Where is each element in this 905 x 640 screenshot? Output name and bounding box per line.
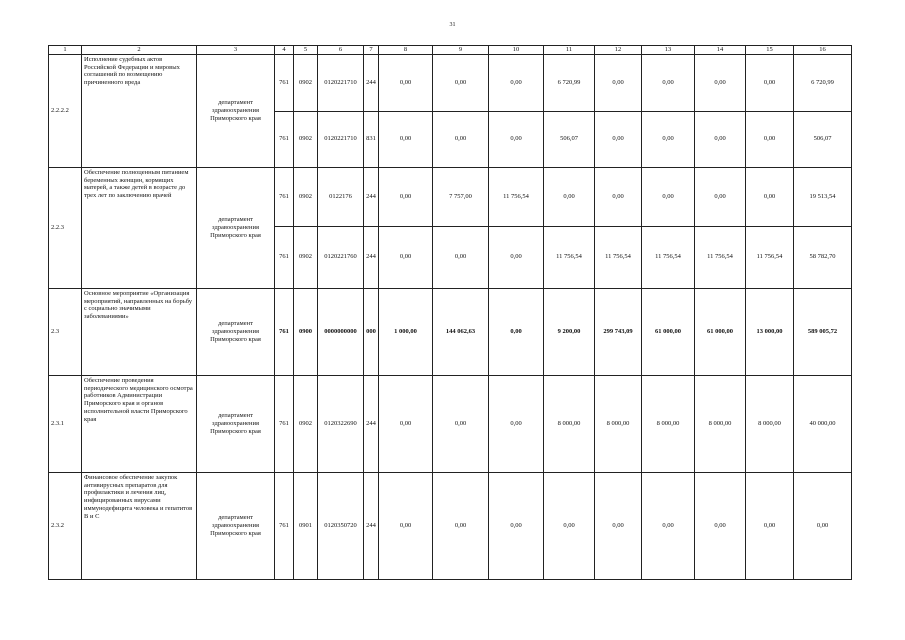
item-code: 2.3 <box>49 288 82 375</box>
amount-cell: 61 000,00 <box>695 288 746 375</box>
budget-code-cell: 831 <box>364 111 379 167</box>
item-code: 2.2.3 <box>49 167 82 288</box>
amount-cell: 0,00 <box>379 472 433 579</box>
amount-cell: 11 756,54 <box>746 226 794 288</box>
budget-code-cell: 0000000000 <box>318 288 364 375</box>
amount-cell: 58 782,70 <box>794 226 852 288</box>
amount-cell: 11 756,54 <box>595 226 642 288</box>
table-row <box>49 288 852 375</box>
amount-cell: 1 000,00 <box>379 288 433 375</box>
responsible-executor: департамент здравоохранения Приморского края <box>197 54 275 167</box>
amount-cell: 11 756,54 <box>695 226 746 288</box>
item-description: Обеспечение проведения периодического медицинского осмотра работников Администрации Приморского края и органов исполнительной власти Приморского края <box>82 375 197 472</box>
amount-cell: 0,00 <box>489 375 544 472</box>
amount-cell: 0,00 <box>595 54 642 111</box>
item-description: Обеспечение полноценным питанием беременных женщин, кормящих матерей, а также детей в возрасте до трех лет по заключению врачей <box>82 167 197 288</box>
column-header: 1 <box>49 46 82 55</box>
amount-cell: 8 000,00 <box>642 375 695 472</box>
amount-cell: 299 743,09 <box>595 288 642 375</box>
amount-cell: 0,00 <box>595 472 642 579</box>
amount-cell: 0,00 <box>642 472 695 579</box>
amount-cell: 0,00 <box>489 288 544 375</box>
table-row <box>49 167 852 226</box>
amount-cell: 0,00 <box>642 167 695 226</box>
budget-code-cell: 244 <box>364 472 379 579</box>
expenditure-table <box>48 45 852 580</box>
column-header: 13 <box>642 46 695 55</box>
amount-cell: 0,00 <box>746 167 794 226</box>
amount-cell: 0,00 <box>642 54 695 111</box>
budget-code-cell: 0120221710 <box>318 54 364 111</box>
column-header: 7 <box>364 46 379 55</box>
amount-cell: 0,00 <box>695 472 746 579</box>
amount-cell: 6 720,99 <box>544 54 595 111</box>
item-description: Финансовое обеспечение закупок антивирусных препаратов для профилактики и лечения лиц, инфицированных вирусами иммунодефицита человека и гепатитов В и С <box>82 472 197 579</box>
amount-cell: 11 756,54 <box>489 167 544 226</box>
amount-cell: 0,00 <box>379 375 433 472</box>
amount-cell: 0,00 <box>595 167 642 226</box>
amount-cell: 0,00 <box>695 111 746 167</box>
budget-code-cell: 0120221760 <box>318 226 364 288</box>
amount-cell: 0,00 <box>379 54 433 111</box>
amount-cell: 589 005,72 <box>794 288 852 375</box>
amount-cell: 8 000,00 <box>746 375 794 472</box>
budget-code-cell: 0120350720 <box>318 472 364 579</box>
amount-cell: 0,00 <box>746 54 794 111</box>
column-header: 5 <box>294 46 318 55</box>
amount-cell: 0,00 <box>794 472 852 579</box>
budget-code-cell: 761 <box>275 54 294 111</box>
amount-cell: 0,00 <box>379 111 433 167</box>
budget-code-cell: 761 <box>275 288 294 375</box>
amount-cell: 8 000,00 <box>595 375 642 472</box>
column-header: 8 <box>379 46 433 55</box>
amount-cell: 40 000,00 <box>794 375 852 472</box>
column-header: 16 <box>794 46 852 55</box>
amount-cell: 6 720,99 <box>794 54 852 111</box>
amount-cell: 0,00 <box>695 167 746 226</box>
column-header: 3 <box>197 46 275 55</box>
budget-code-cell: 0902 <box>294 226 318 288</box>
amount-cell: 0,00 <box>746 111 794 167</box>
table-row <box>49 375 852 472</box>
budget-code-cell: 0902 <box>294 111 318 167</box>
amount-cell: 0,00 <box>489 226 544 288</box>
column-header: 12 <box>595 46 642 55</box>
amount-cell: 0,00 <box>489 111 544 167</box>
budget-code-cell: 0122176 <box>318 167 364 226</box>
table-row <box>49 472 852 579</box>
budget-code-cell: 0902 <box>294 167 318 226</box>
amount-cell: 0,00 <box>433 111 489 167</box>
table-body <box>49 54 852 579</box>
budget-code-cell: 761 <box>275 472 294 579</box>
amount-cell: 11 756,54 <box>544 226 595 288</box>
amount-cell: 0,00 <box>544 167 595 226</box>
amount-cell: 0,00 <box>544 472 595 579</box>
item-description: Основное мероприятие «Организация мероприятий, направленных на борьбу с социально значимыми заболеваниями» <box>82 288 197 375</box>
amount-cell: 0,00 <box>642 111 695 167</box>
amount-cell: 0,00 <box>433 54 489 111</box>
column-header: 15 <box>746 46 794 55</box>
column-header: 14 <box>695 46 746 55</box>
budget-code-cell: 761 <box>275 226 294 288</box>
budget-code-cell: 244 <box>364 54 379 111</box>
responsible-executor: департамент здравоохранения Приморского края <box>197 167 275 288</box>
amount-cell: 0,00 <box>489 472 544 579</box>
item-code: 2.3.1 <box>49 375 82 472</box>
header-row <box>49 46 852 55</box>
column-header: 11 <box>544 46 595 55</box>
amount-cell: 0,00 <box>489 54 544 111</box>
budget-code-cell: 000 <box>364 288 379 375</box>
column-header: 10 <box>489 46 544 55</box>
budget-code-cell: 761 <box>275 375 294 472</box>
budget-code-cell: 0902 <box>294 375 318 472</box>
budget-code-cell: 244 <box>364 167 379 226</box>
item-code: 2.3.2 <box>49 472 82 579</box>
budget-code-cell: 0900 <box>294 288 318 375</box>
amount-cell: 0,00 <box>433 472 489 579</box>
budget-code-cell: 244 <box>364 226 379 288</box>
amount-cell: 9 200,00 <box>544 288 595 375</box>
amount-cell: 144 062,63 <box>433 288 489 375</box>
column-header: 2 <box>82 46 197 55</box>
amount-cell: 0,00 <box>433 375 489 472</box>
amount-cell: 61 000,00 <box>642 288 695 375</box>
amount-cell: 19 513,54 <box>794 167 852 226</box>
budget-code-cell: 0120221710 <box>318 111 364 167</box>
responsible-executor: департамент здравоохранения Приморского края <box>197 288 275 375</box>
amount-cell: 8 000,00 <box>695 375 746 472</box>
page-number: 31 <box>449 22 456 28</box>
amount-cell: 13 000,00 <box>746 288 794 375</box>
budget-code-cell: 244 <box>364 375 379 472</box>
responsible-executor: департамент здравоохранения Приморского края <box>197 472 275 579</box>
budget-code-cell: 0120322690 <box>318 375 364 472</box>
item-code: 2.2.2.2 <box>49 54 82 167</box>
amount-cell: 0,00 <box>595 111 642 167</box>
amount-cell: 7 757,00 <box>433 167 489 226</box>
amount-cell: 506,07 <box>544 111 595 167</box>
amount-cell: 506,07 <box>794 111 852 167</box>
column-header: 6 <box>318 46 364 55</box>
amount-cell: 0,00 <box>433 226 489 288</box>
column-header: 9 <box>433 46 489 55</box>
budget-code-cell: 761 <box>275 167 294 226</box>
amount-cell: 0,00 <box>379 226 433 288</box>
budget-code-cell: 0902 <box>294 54 318 111</box>
budget-code-cell: 761 <box>275 111 294 167</box>
table-row <box>49 54 852 111</box>
column-header: 4 <box>275 46 294 55</box>
amount-cell: 0,00 <box>379 167 433 226</box>
amount-cell: 8 000,00 <box>544 375 595 472</box>
amount-cell: 0,00 <box>746 472 794 579</box>
responsible-executor: департамент здравоохранения Приморского края <box>197 375 275 472</box>
budget-code-cell: 0901 <box>294 472 318 579</box>
amount-cell: 0,00 <box>695 54 746 111</box>
item-description: Исполнение судебных актов Российской Федерации и мировых соглашений по возмещению причиненного вреда <box>82 54 197 167</box>
amount-cell: 11 756,54 <box>642 226 695 288</box>
